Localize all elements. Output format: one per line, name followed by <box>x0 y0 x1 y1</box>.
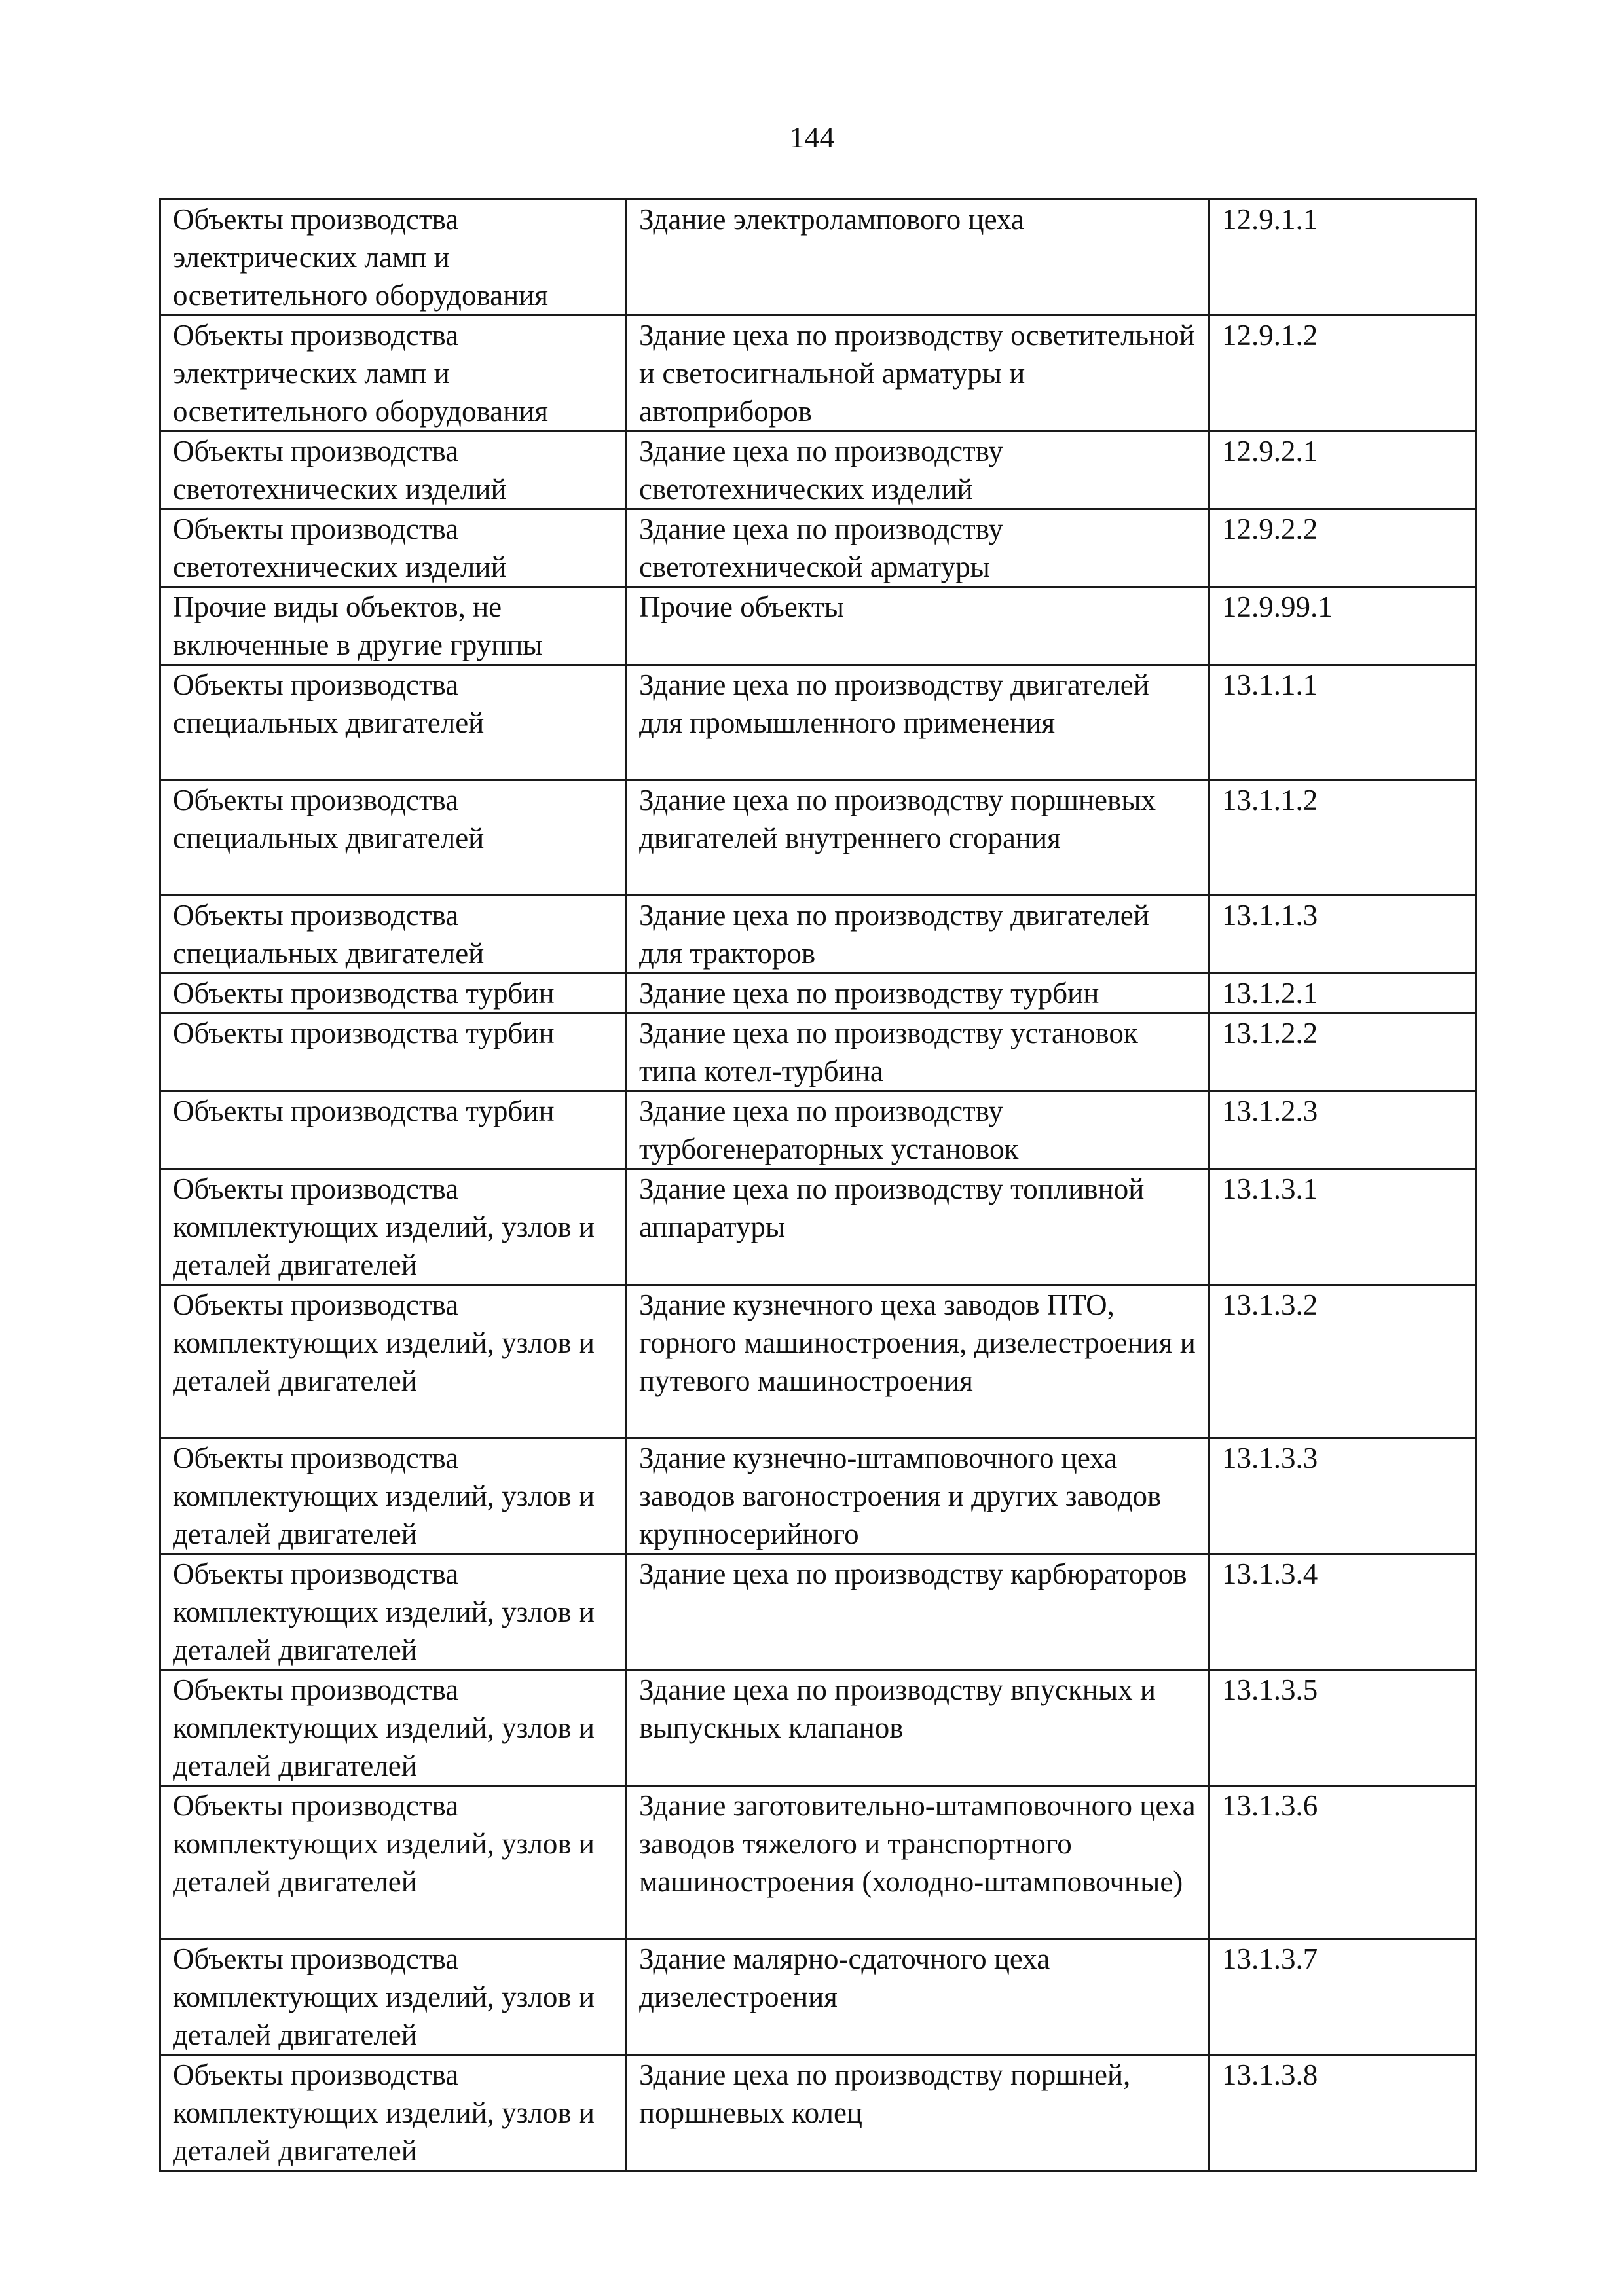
code-cell: 13.1.1.3 <box>1209 896 1477 974</box>
table-body <box>160 200 1477 2171</box>
object-type-cell: Объекты производства специальных двигателей <box>160 896 627 974</box>
building-name-cell: Здание малярно-сдаточного цеха дизелестроения <box>627 1939 1209 2055</box>
building-name-cell: Здание цеха по производству впускных и выпускных клапанов <box>627 1670 1209 1786</box>
code-cell: 12.9.2.2 <box>1209 509 1477 587</box>
code-cell: 13.1.2.2 <box>1209 1013 1477 1091</box>
building-name-cell: Здание цеха по производству турбогенераторных установок <box>627 1091 1209 1169</box>
table-row <box>160 587 1477 665</box>
table-row <box>160 1939 1477 2055</box>
objects-table <box>159 198 1477 2172</box>
object-type-cell: Объекты производства специальных двигателей <box>160 665 627 780</box>
building-name-cell: Здание цеха по производству двигателей для тракторов <box>627 896 1209 974</box>
code-cell: 13.1.1.2 <box>1209 780 1477 896</box>
code-cell: 13.1.3.1 <box>1209 1169 1477 1285</box>
code-cell: 13.1.2.1 <box>1209 974 1477 1013</box>
building-name-cell: Здание цеха по производству поршней, поршневых колец <box>627 2055 1209 2171</box>
building-name-cell: Здание кузнечно-штамповочного цеха заводов вагоностроения и других заводов крупносерийного <box>627 1438 1209 1554</box>
code-cell: 13.1.3.7 <box>1209 1939 1477 2055</box>
code-cell: 13.1.3.3 <box>1209 1438 1477 1554</box>
object-type-cell: Объекты производства специальных двигателей <box>160 780 627 896</box>
building-name-cell: Здание цеха по производству осветительной и светосигнальной арматуры и автоприборов <box>627 316 1209 431</box>
object-type-cell: Объекты производства комплектующих изделий, узлов и деталей двигателей <box>160 1169 627 1285</box>
building-name-cell: Здание цеха по производству топливной аппаратуры <box>627 1169 1209 1285</box>
code-cell: 13.1.3.8 <box>1209 2055 1477 2171</box>
object-type-cell: Объекты производства комплектующих изделий, узлов и деталей двигателей <box>160 1438 627 1554</box>
object-type-cell: Объекты производства комплектующих изделий, узлов и деталей двигателей <box>160 1554 627 1670</box>
building-name-cell: Здание цеха по производству светотехнических изделий <box>627 431 1209 509</box>
building-name-cell: Здание электролампового цеха <box>627 200 1209 316</box>
code-cell: 13.1.3.2 <box>1209 1285 1477 1438</box>
building-name-cell: Здание кузнечного цеха заводов ПТО, горного машиностроения, дизелестроения и путевого машиностроения <box>627 1285 1209 1438</box>
table-row <box>160 1438 1477 1554</box>
object-type-cell: Объекты производства светотехнических изделий <box>160 431 627 509</box>
object-type-cell: Объекты производства турбин <box>160 1013 627 1091</box>
table-row <box>160 316 1477 431</box>
building-name-cell: Здание цеха по производству поршневых двигателей внутреннего сгорания <box>627 780 1209 896</box>
table-row <box>160 896 1477 974</box>
table-row <box>160 780 1477 896</box>
object-type-cell: Объекты производства электрических ламп и осветительного оборудования <box>160 200 627 316</box>
building-name-cell: Здание цеха по производству светотехнической арматуры <box>627 509 1209 587</box>
code-cell: 12.9.99.1 <box>1209 587 1477 665</box>
table-row <box>160 974 1477 1013</box>
code-cell: 12.9.1.1 <box>1209 200 1477 316</box>
building-name-cell: Здание цеха по производству турбин <box>627 974 1209 1013</box>
building-name-cell: Здание заготовительно-штамповочного цеха заводов тяжелого и транспортного машиностроения (холодно-штамповочные) <box>627 1786 1209 1939</box>
object-type-cell: Объекты производства электрических ламп и осветительного оборудования <box>160 316 627 431</box>
table-row <box>160 1013 1477 1091</box>
code-cell: 12.9.2.1 <box>1209 431 1477 509</box>
code-cell: 13.1.2.3 <box>1209 1091 1477 1169</box>
building-name-cell: Здание цеха по производству установок типа котел-турбина <box>627 1013 1209 1091</box>
object-type-cell: Объекты производства комплектующих изделий, узлов и деталей двигателей <box>160 1786 627 1939</box>
table-row <box>160 665 1477 780</box>
object-type-cell: Объекты производства комплектующих изделий, узлов и деталей двигателей <box>160 1285 627 1438</box>
table-row <box>160 1169 1477 1285</box>
code-cell: 13.1.3.6 <box>1209 1786 1477 1939</box>
page-number: 144 <box>789 120 835 154</box>
building-name-cell: Здание цеха по производству карбюраторов <box>627 1554 1209 1670</box>
code-cell: 13.1.3.5 <box>1209 1670 1477 1786</box>
code-cell: 12.9.1.2 <box>1209 316 1477 431</box>
table-row <box>160 509 1477 587</box>
table-row <box>160 1091 1477 1169</box>
object-type-cell: Прочие виды объектов, не включенные в другие группы <box>160 587 627 665</box>
building-name-cell: Здание цеха по производству двигателей для промышленного применения <box>627 665 1209 780</box>
table-row <box>160 1554 1477 1670</box>
table-row <box>160 1786 1477 1939</box>
code-cell: 13.1.3.4 <box>1209 1554 1477 1670</box>
object-type-cell: Объекты производства турбин <box>160 974 627 1013</box>
building-name-cell: Прочие объекты <box>627 587 1209 665</box>
table-row <box>160 1285 1477 1438</box>
object-type-cell: Объекты производства комплектующих изделий, узлов и деталей двигателей <box>160 2055 627 2171</box>
object-type-cell: Объекты производства комплектующих изделий, узлов и деталей двигателей <box>160 1670 627 1786</box>
object-type-cell: Объекты производства комплектующих изделий, узлов и деталей двигателей <box>160 1939 627 2055</box>
code-cell: 13.1.1.1 <box>1209 665 1477 780</box>
table-row <box>160 431 1477 509</box>
object-type-cell: Объекты производства светотехнических изделий <box>160 509 627 587</box>
table-row <box>160 200 1477 316</box>
table-row <box>160 2055 1477 2171</box>
table-row <box>160 1670 1477 1786</box>
object-type-cell: Объекты производства турбин <box>160 1091 627 1169</box>
